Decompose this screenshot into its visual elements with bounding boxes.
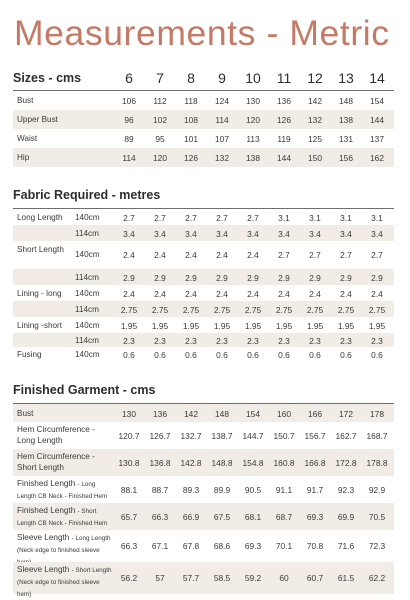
table-cell: 91.7 [306, 485, 324, 495]
table-cell: 138.7 [211, 431, 233, 441]
table-cell: 3.1 [278, 213, 290, 223]
table-cell: 2.3 [185, 336, 197, 346]
table-cell: 142 [184, 409, 198, 419]
table-cell: 59.2 [244, 573, 262, 583]
table-cell: 2.4 [123, 289, 135, 299]
table-cell: 2.4 [371, 289, 383, 299]
row-label: Bust [17, 96, 34, 105]
size-header: 13 [338, 70, 354, 86]
table-cell: 69.3 [306, 512, 324, 522]
table-cell: 2.9 [371, 273, 383, 283]
table-cell: 2.7 [247, 213, 259, 223]
table-cell: 113 [246, 134, 260, 144]
table-cell: 1.95 [244, 321, 262, 331]
sizes-table [13, 91, 394, 167]
table-cell: 1.95 [306, 321, 324, 331]
table-cell: 137 [370, 134, 384, 144]
row-note: - Long Length (Neck edge to finished sleeve [17, 535, 111, 554]
table-cell: 69.3 [244, 541, 262, 551]
table-cell: 142 [308, 96, 322, 106]
table-cell: 2.4 [247, 289, 259, 299]
table-cell: 112 [153, 96, 167, 106]
row-label: Fusing [17, 350, 42, 359]
size-header: 9 [218, 70, 226, 86]
table-cell: 2.7 [371, 250, 383, 260]
fabric-width: 140cm [75, 350, 100, 359]
row-label: Finished Length [17, 506, 76, 515]
table-cell: 132 [215, 153, 229, 163]
table-cell: 92.3 [337, 485, 355, 495]
table-cell: 3.4 [185, 229, 197, 239]
table-cell: 66.3 [120, 541, 138, 551]
table-cell: 114 [215, 115, 229, 125]
table-cell: 2.75 [368, 305, 386, 315]
table-row [13, 347, 394, 361]
table-cell: 2.3 [278, 336, 290, 346]
table-cell: 2.9 [185, 273, 197, 283]
table-cell: 0.6 [247, 350, 259, 360]
row-note: - Short Length (Neck edge to finished sleeve hem) [17, 567, 112, 598]
table-cell: 69.9 [337, 512, 355, 522]
table-row [13, 91, 394, 110]
table-cell: 132.7 [180, 431, 202, 441]
table-cell: 156 [339, 153, 353, 163]
size-header: 7 [156, 70, 164, 86]
table-cell: 2.9 [278, 273, 290, 283]
table-cell: 2.7 [340, 250, 352, 260]
table-cell: 107 [215, 134, 229, 144]
table-cell: 89 [124, 134, 134, 144]
table-cell: 0.6 [371, 350, 383, 360]
row-label-group [17, 564, 113, 600]
table-cell: 65.7 [120, 512, 138, 522]
table-cell: 172.8 [335, 458, 357, 468]
table-row [13, 476, 394, 503]
table-cell: 160.8 [273, 458, 295, 468]
table-cell: 142.8 [180, 458, 202, 468]
table-cell: 126.7 [149, 431, 171, 441]
table-cell: 119 [277, 134, 291, 144]
table-row [13, 530, 394, 562]
table-cell: 144.7 [242, 431, 264, 441]
table-cell: 1.95 [213, 321, 231, 331]
table-cell: 60.7 [306, 573, 324, 583]
table-cell: 90.5 [244, 485, 262, 495]
table-row [13, 422, 394, 449]
fabric-width: 114cm [75, 305, 99, 314]
row-label: Hem Circumference - Long Length [17, 425, 95, 445]
table-cell: 0.6 [185, 350, 197, 360]
row-note: - Short Length CB Neck - Finished Hem [17, 508, 108, 527]
table-cell: 2.4 [309, 289, 321, 299]
table-cell: 148.8 [211, 458, 233, 468]
table-cell: 2.4 [185, 289, 197, 299]
table-row [13, 285, 394, 301]
table-cell: 67.5 [213, 512, 231, 522]
table-cell: 126 [184, 153, 198, 163]
table-row [13, 449, 394, 476]
fabric-width: 114cm [75, 229, 99, 238]
table-cell: 102 [153, 115, 167, 125]
table-cell: 88.1 [120, 485, 138, 495]
row-label: Finished Length [17, 479, 76, 488]
table-row [13, 110, 394, 129]
page-title: Measurements - Metric [14, 13, 390, 53]
fabric-width: 114cm [75, 273, 99, 282]
table-cell: 0.6 [309, 350, 321, 360]
table-cell: 136 [277, 96, 291, 106]
table-cell: 2.4 [278, 289, 290, 299]
row-label: Short Length [17, 245, 64, 254]
table-cell: 148 [215, 409, 229, 419]
table-cell: 58.5 [213, 573, 231, 583]
table-cell: 67.8 [182, 541, 200, 551]
table-cell: 71.6 [337, 541, 355, 551]
table-cell: 108 [184, 115, 198, 125]
table-cell: 2.3 [216, 336, 228, 346]
table-cell: 67.1 [151, 541, 169, 551]
table-cell: 3.4 [309, 229, 321, 239]
table-cell: 2.9 [309, 273, 321, 283]
table-cell: 2.75 [306, 305, 324, 315]
table-cell: 1.95 [151, 321, 169, 331]
table-cell: 95 [155, 134, 165, 144]
table-cell: 2.75 [213, 305, 231, 315]
sizes-header-row [13, 70, 394, 86]
table-cell: 2.7 [278, 250, 290, 260]
table-cell: 3.1 [309, 213, 321, 223]
table-row [13, 404, 394, 422]
row-label: Lining - long [17, 289, 62, 298]
table-cell: 162.7 [335, 431, 357, 441]
table-cell: 138 [339, 115, 353, 125]
table-row [13, 317, 394, 333]
table-cell: 0.6 [216, 350, 228, 360]
table-cell: 2.3 [123, 336, 135, 346]
garment-heading: Finished Garment - cms [13, 383, 156, 397]
table-cell: 0.6 [340, 350, 352, 360]
table-cell: 3.4 [371, 229, 383, 239]
table-cell: 2.4 [185, 250, 197, 260]
size-header: 10 [245, 70, 261, 86]
size-header: 11 [276, 70, 292, 86]
table-cell: 126 [277, 115, 291, 125]
table-cell: 3.1 [371, 213, 383, 223]
table-cell: 154 [370, 96, 384, 106]
table-cell: 3.4 [216, 229, 228, 239]
sizes-heading: Sizes - cms [13, 71, 82, 85]
table-cell: 57 [155, 573, 165, 583]
table-cell: 120 [246, 115, 260, 125]
table-cell: 89.3 [182, 485, 200, 495]
table-cell: 2.75 [275, 305, 293, 315]
table-cell: 2.3 [154, 336, 166, 346]
garment-table [13, 404, 394, 598]
row-label: Sleeve Length [17, 533, 70, 542]
table-cell: 56.2 [120, 573, 138, 583]
table-cell: 150.7 [273, 431, 295, 441]
table-cell: 118 [184, 96, 198, 106]
table-cell: 131 [339, 134, 353, 144]
table-cell: 70.8 [306, 541, 324, 551]
table-cell: 106 [122, 96, 136, 106]
table-cell: 2.9 [340, 273, 352, 283]
table-cell: 3.4 [278, 229, 290, 239]
table-cell: 166 [308, 409, 322, 419]
size-header: 6 [125, 70, 133, 86]
table-cell: 0.6 [154, 350, 166, 360]
table-cell: 130.8 [118, 458, 140, 468]
row-label-group [17, 478, 113, 502]
table-cell: 144 [277, 153, 291, 163]
table-cell: 168.7 [366, 431, 388, 441]
table-cell: 88.7 [151, 485, 169, 495]
table-cell: 178.8 [366, 458, 388, 468]
table-cell: 66.3 [151, 512, 169, 522]
table-cell: 2.4 [216, 289, 228, 299]
fabric-heading: Fabric Required - metres [13, 188, 161, 202]
row-note: - Long Length CB Neck - Finished Hem [17, 481, 108, 500]
table-cell: 57.7 [182, 573, 200, 583]
table-cell: 154.8 [242, 458, 264, 468]
fabric-width: 140cm [75, 289, 100, 298]
table-row [13, 129, 394, 148]
table-row [13, 503, 394, 530]
table-cell: 156.7 [304, 431, 326, 441]
table-cell: 144 [370, 115, 384, 125]
table-cell: 2.9 [123, 273, 135, 283]
table-cell: 92.9 [368, 485, 386, 495]
row-label: Long Length [17, 213, 63, 222]
fabric-width: 140cm [75, 321, 100, 330]
table-cell: 2.4 [123, 250, 135, 260]
size-header: 8 [187, 70, 195, 86]
size-header: 14 [369, 70, 385, 86]
table-cell: 3.4 [340, 229, 352, 239]
table-row [13, 148, 394, 167]
table-cell: 1.95 [275, 321, 293, 331]
table-cell: 101 [184, 134, 198, 144]
row-label: Hip [17, 153, 30, 162]
table-row [13, 562, 394, 598]
row-label: Waist [17, 134, 38, 143]
table-cell: 150 [308, 153, 322, 163]
table-cell: 70.1 [275, 541, 293, 551]
table-cell: 124 [215, 96, 229, 106]
table-cell: 2.75 [244, 305, 262, 315]
table-cell: 2.75 [120, 305, 138, 315]
table-cell: 160 [277, 409, 291, 419]
fabric-table [13, 209, 394, 361]
table-cell: 120.7 [118, 431, 140, 441]
table-cell: 2.7 [309, 250, 321, 260]
table-cell: 0.6 [123, 350, 135, 360]
table-cell: 172 [339, 409, 353, 419]
table-row [13, 333, 394, 347]
table-cell: 120 [153, 153, 167, 163]
table-cell: 2.7 [216, 213, 228, 223]
size-header: 12 [307, 70, 323, 86]
table-cell: 2.9 [216, 273, 228, 283]
table-row [13, 301, 394, 317]
fabric-width: 114cm [75, 336, 99, 345]
table-cell: 61.5 [337, 573, 355, 583]
table-cell: 2.4 [247, 250, 259, 260]
table-cell: 3.4 [247, 229, 259, 239]
table-cell: 178 [370, 409, 384, 419]
table-cell: 1.95 [337, 321, 355, 331]
table-row [13, 209, 394, 225]
row-label: Bust [17, 409, 34, 418]
table-cell: 2.3 [371, 336, 383, 346]
table-cell: 125 [308, 134, 322, 144]
fabric-width: 140cm [75, 250, 100, 259]
row-label: Hem Circumference - Short Length [17, 452, 95, 472]
table-cell: 3.4 [123, 229, 135, 239]
table-cell: 136 [153, 409, 167, 419]
table-cell: 3.1 [340, 213, 352, 223]
table-cell: 1.95 [368, 321, 386, 331]
table-cell: 66.9 [182, 512, 200, 522]
table-cell: 2.4 [340, 289, 352, 299]
table-cell: 68.7 [275, 512, 293, 522]
table-cell: 130 [246, 96, 260, 106]
table-cell: 2.7 [123, 213, 135, 223]
row-label: Upper Bust [17, 115, 58, 124]
table-cell: 68.6 [213, 541, 231, 551]
table-cell: 1.95 [120, 321, 138, 331]
table-cell: 2.3 [309, 336, 321, 346]
table-cell: 1.95 [182, 321, 200, 331]
table-cell: 96 [124, 115, 134, 125]
row-label-group [17, 505, 113, 529]
table-cell: 2.7 [154, 213, 166, 223]
table-cell: 2.3 [340, 336, 352, 346]
table-cell: 91.1 [275, 485, 293, 495]
table-cell: 68.1 [244, 512, 262, 522]
table-cell: 148 [339, 96, 353, 106]
table-cell: 0.6 [278, 350, 290, 360]
table-cell: 136.8 [149, 458, 171, 468]
table-cell: 130 [122, 409, 136, 419]
table-cell: 162 [370, 153, 384, 163]
table-row [13, 269, 394, 285]
table-cell: 89.9 [213, 485, 231, 495]
table-cell: 2.7 [185, 213, 197, 223]
table-cell: 72.3 [368, 541, 386, 551]
table-row [13, 225, 394, 241]
table-cell: 62.2 [368, 573, 386, 583]
row-label: Sleeve Length [17, 565, 70, 574]
row-label: Lining -short [17, 321, 63, 330]
table-cell: 2.75 [151, 305, 169, 315]
table-cell: 2.75 [337, 305, 355, 315]
table-cell: 2.4 [154, 250, 166, 260]
table-cell: 2.75 [182, 305, 200, 315]
table-cell: 3.4 [154, 229, 166, 239]
table-row [13, 241, 394, 269]
table-cell: 166.8 [304, 458, 326, 468]
table-cell: 2.9 [154, 273, 166, 283]
table-cell: 70.5 [368, 512, 386, 522]
table-cell: 2.4 [216, 250, 228, 260]
table-cell: 114 [122, 153, 136, 163]
table-cell: 2.3 [247, 336, 259, 346]
table-cell: 132 [308, 115, 322, 125]
table-cell: 2.4 [154, 289, 166, 299]
table-cell: 138 [246, 153, 260, 163]
fabric-width: 140cm [75, 213, 100, 222]
table-cell: 154 [246, 409, 260, 419]
table-cell: 2.9 [247, 273, 259, 283]
table-cell: 60 [279, 573, 289, 583]
